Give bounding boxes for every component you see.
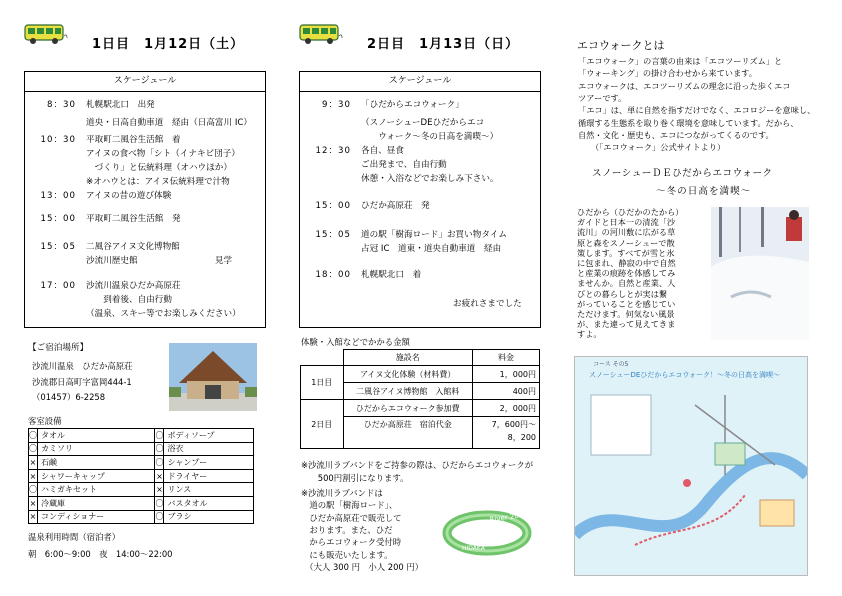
amenity-mark: 〇 — [155, 429, 164, 443]
fees-price: 400円 — [473, 383, 540, 400]
schedule-text: 道の駅「樹海ロード」お買い物タイム — [361, 230, 507, 240]
fees-col-facility: 施設名 — [343, 350, 473, 366]
amenity-mark: × — [29, 469, 38, 483]
amenity-mark: 〇 — [155, 442, 164, 456]
schedule-text: 平取町二風谷生活館 着 — [86, 135, 181, 145]
schedule-time: 13：00 — [40, 191, 76, 201]
schedule-time: 18：00 — [315, 270, 351, 280]
schedule-text: お疲れさまでした — [453, 299, 522, 309]
schedule-time: 15：00 — [315, 201, 351, 211]
map-graphic — [575, 385, 807, 575]
amenities-table — [28, 428, 254, 524]
schedule-text: 休憩・入浴などでお楽しみ下さい。 — [361, 174, 499, 184]
note-love-band: （大人 300 円 小人 200 円） — [301, 561, 424, 572]
bus-icon — [24, 22, 68, 46]
amenity-name: 冷蔵庫 — [38, 496, 155, 510]
note-love-band: からエコウォーク受付時 — [301, 537, 402, 548]
amenity-mark: × — [29, 510, 38, 524]
amenity-name: リンス — [164, 483, 254, 497]
fees-facility: ひだか高原荘 宿泊代金 — [343, 417, 473, 449]
eco-body-line: ただけます。何気ない風景 — [577, 309, 675, 319]
note-discount: 500円割引になります。 — [301, 473, 409, 483]
lodging-phone: （01457）6-2258 — [32, 392, 106, 402]
bus-icon — [299, 22, 343, 46]
amenity-name: シャンプー — [164, 456, 254, 470]
amenity-row — [29, 510, 254, 524]
amenity-name: 浴衣 — [164, 442, 254, 456]
eco-body-line: びとの暮らしとが実は繋 — [577, 288, 668, 299]
band-text-2: HIDAKA — [462, 545, 485, 552]
schedule-text: 沙流川歴史館 見学 — [86, 256, 233, 266]
bath-hours-value: 朝 6:00～9:00 夜 14:00～22:00 — [28, 549, 173, 559]
eco-line: 「エコウォーク」の言葉の由来は「エコツーリズム」と — [578, 56, 783, 66]
fees-day: 1日目 — [301, 366, 344, 400]
schedule-time: 8：30 — [47, 100, 76, 110]
amenity-mark: 〇 — [155, 496, 164, 510]
schedule-text: （温泉、スキー等でお楽しみください） — [86, 309, 241, 319]
amenity-mark: × — [155, 469, 164, 483]
eco-subtitle-1: スノーシューＤＥひだからエコウォーク — [592, 168, 773, 179]
schedule-time: 17：00 — [40, 281, 76, 291]
amenity-row — [29, 456, 254, 470]
fees-table — [300, 349, 540, 449]
fees-heading: 体験・入館などでかかる金額 — [301, 337, 410, 347]
schedule-header: スケージュール — [25, 72, 265, 92]
amenity-row — [29, 469, 254, 483]
fees-facility: 二風谷アイヌ博物館 入館料 — [343, 383, 473, 400]
schedule-time: 15：05 — [315, 230, 351, 240]
note-discount: ※沙流川ラブバンドをご持参の際は、ひだからエコウォークが — [301, 460, 534, 470]
schedule-header: スケージュール — [300, 72, 540, 92]
amenity-row — [29, 429, 254, 443]
course-map — [574, 356, 808, 576]
amenities-heading: 客室設備 — [28, 416, 62, 426]
schedule-time: 10：30 — [40, 135, 76, 145]
amenity-row — [29, 442, 254, 456]
band-text: River 2012 — [489, 510, 529, 524]
schedule-text: アイヌの食べ物「シト（イナキビ団子） — [86, 149, 240, 159]
schedule-text: ※オハウとは：アイヌ伝統料理で汁物 — [86, 177, 230, 187]
schedule-text: ご出発まで、自由行動 — [361, 160, 447, 170]
schedule-text: ひだか高原荘 発 — [361, 201, 430, 211]
schedule-text: 二風谷アイヌ文化博物館 — [86, 242, 180, 252]
note-love-band: ※沙流川ラブバンドは — [301, 488, 383, 498]
schedule-text: 平取町二風谷生活館 発 — [86, 214, 181, 224]
eco-line: 「ウォーキング」の掛け合わせから来ています。 — [578, 68, 757, 79]
amenity-name: コンディショナー — [38, 510, 155, 524]
eco-line: ツアーです。 — [578, 92, 627, 103]
amenity-name: ハミガキセット — [38, 483, 155, 497]
amenity-mark: × — [155, 483, 164, 497]
amenity-row — [29, 483, 254, 497]
fees-facility: アイヌ文化体験（材料費） — [343, 366, 473, 383]
eco-body-line: ガイドと日本一の清流「沙 — [577, 217, 676, 228]
schedule-time: 15：05 — [40, 242, 76, 252]
fees-price: 1，000円 — [473, 366, 540, 383]
eco-body-line: に包まれ、静寂の中で自然 — [577, 258, 676, 268]
day1-title: 1日目 1月12日（土） — [92, 37, 245, 52]
hotel-photo — [169, 343, 257, 411]
schedule-text: アイヌの昔の遊び体験 — [86, 191, 172, 201]
eco-body-line: 策します。すべてが雪と氷 — [577, 247, 675, 258]
fees-price: 7，600円～ — [491, 420, 536, 429]
schedule-text: 占冠 IC 道東・道央自動車道 経由 — [361, 244, 502, 254]
amenity-name: ブラシ — [164, 510, 254, 524]
amenity-mark: 〇 — [29, 442, 38, 456]
note-love-band: 道の駅「樹海ロード」、 — [301, 500, 398, 511]
note-love-band: おります。また、ひだ — [301, 524, 393, 535]
amenity-mark: 〇 — [29, 483, 38, 497]
amenity-row — [29, 496, 254, 510]
lodging-address: 沙流郡日高町字富岡444-1 — [32, 377, 132, 387]
schedule-text: 沙流川温泉ひだか高原荘 — [86, 281, 181, 291]
eco-body-line: すよ。 — [577, 329, 602, 340]
amenity-mark: × — [29, 496, 38, 510]
amenity-mark: 〇 — [155, 510, 164, 524]
schedule-text: 道央・日高自動車道 経由（日高富川 IC） — [86, 118, 252, 128]
amenity-name: タオル — [38, 429, 155, 443]
fees-col-price: 料金 — [473, 350, 540, 366]
fees-price-max: 8，200 — [507, 433, 536, 442]
schedule-text: 「ひだからエコウォーク」 — [361, 100, 464, 110]
amenity-name: シャワーキャップ — [38, 469, 155, 483]
schedule-time: 15：00 — [40, 214, 76, 224]
amenity-mark: 〇 — [155, 456, 164, 470]
schedule-text: 到着後、自由行動 — [86, 295, 172, 305]
lodging-heading: 【ご宿泊場所】 — [28, 343, 89, 353]
note-love-band: ひだか高原荘で販売して — [301, 512, 402, 523]
eco-body-line: と産業の痕跡を体感してみ — [577, 268, 676, 279]
schedule-time: 9：30 — [322, 100, 351, 110]
snowshoe-photo — [711, 207, 809, 340]
schedule-text: 各自、昼食 — [361, 146, 404, 156]
schedule-text: づくり」と伝統料理（オハウほか） — [86, 163, 232, 173]
eco-body-line: が、また違って見えてきま — [577, 319, 676, 330]
eco-body-line: ませんか。自然と産業、人 — [577, 278, 676, 289]
amenity-name: バスタオル — [164, 496, 254, 510]
eco-body-line: 流川」の河川敷に広がる草 — [577, 227, 676, 238]
schedule-text: ウォーク～冬の日高を満喫～） — [361, 132, 499, 142]
schedule-text: 札幌駅北口 出発 — [86, 100, 155, 110]
eco-body-line: ひだから（ひだかのたから） — [577, 207, 684, 217]
day2-title: 2日目 1月13日（日） — [367, 37, 520, 52]
schedule-time: 12：30 — [315, 146, 351, 156]
map-course-label: コース その5 — [593, 361, 629, 368]
eco-line: （「エコウォーク」公式サイトより） — [591, 142, 726, 153]
eco-line: 「エコ」は、単に自然を指すだけでなく、エコロジーを意味し、 — [578, 105, 816, 116]
eco-line: 自然・文化・歴史も、エコにつながってくるのです。 — [578, 129, 774, 140]
amenity-name: ボディソープ — [164, 429, 254, 443]
fees-facility: ひだからエコウォーク参加費 — [343, 400, 473, 417]
eco-body-line: 原と森をスノーシューで散 — [577, 237, 675, 248]
amenity-mark: 〇 — [29, 429, 38, 443]
map-title: スノーシューDEひだからエコウォーク！～冬の日高を満喫～ — [589, 371, 781, 379]
amenity-name: カミソリ — [38, 442, 155, 456]
lodging-name: 沙流川温泉 ひだか高原荘 — [32, 361, 133, 371]
eco-subtitle-2: ～冬の日高を満喫～ — [656, 186, 752, 197]
eco-body-line: がっていることを感じてい — [577, 298, 676, 309]
fees-day: 2日目 — [301, 400, 344, 449]
eco-line: 循環する生態系を取り巻く環境を意味しています。だから、 — [578, 117, 799, 128]
fees-price: 2，000円 — [473, 400, 540, 417]
amenity-mark: × — [29, 456, 38, 470]
schedule-text: （スノーシューDEひだからエコ — [361, 118, 485, 128]
schedule-text: 札幌駅北口 着 — [361, 270, 422, 280]
love-band-photo — [440, 504, 535, 562]
note-love-band: にも販売いたします。 — [301, 549, 393, 560]
amenity-name: 石鹸 — [38, 456, 155, 470]
eco-title: エコウォークとは — [577, 39, 665, 52]
bath-hours-label: 温泉利用時間（宿泊者） — [28, 532, 121, 542]
amenity-name: ドライヤー — [164, 469, 254, 483]
eco-line: エコウォークは、エコツーリズムの理念に沿った歩くエコ — [578, 80, 791, 91]
